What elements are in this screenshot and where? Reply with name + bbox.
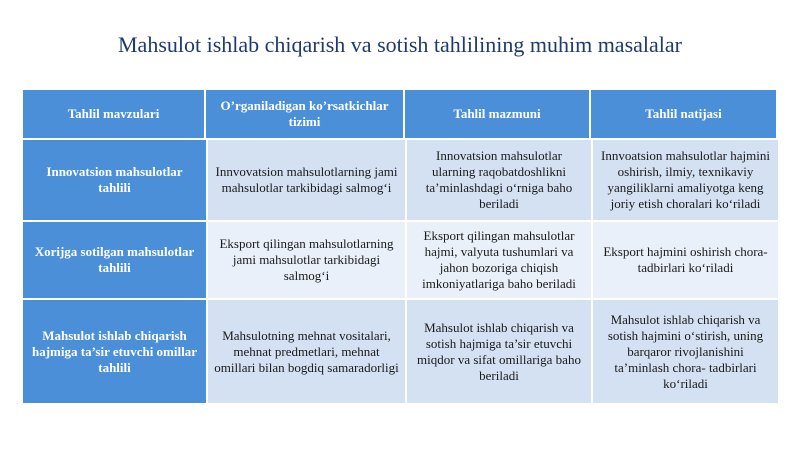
table-header-content: Tahlil mazmuni: [405, 90, 591, 138]
table-row-3-result: Mahsulot ishlab chiqarish va sotish hajmini o‘stirish, uning barqaror rivojlanishini ta’minlash chora- tadbirlari ko‘riladi: [591, 298, 778, 403]
table-row-1-topic: Innovatsion mahsulotlar tahlili: [23, 138, 206, 220]
table-header-topic: Tahlil mavzulari: [23, 90, 206, 138]
table-row-3-content: Mahsulot ishlab chiqarish va sotish hajmiga ta’sir etuvchi miqdor va sifat omillariga baho beriladi: [405, 298, 591, 403]
table-header-indicators: O’rganiladigan ko’rsatkichlar tizimi: [206, 90, 405, 138]
table-row-1-result: Innvoatsion mahsulotlar hajmini oshirish, ilmiy, texnikaviy yangiliklarni amaliyotga keng joriy etish choralari ko‘riladi: [591, 138, 778, 220]
table-row-2-topic: Xorijga sotilgan mahsulotlar tahlili: [23, 220, 206, 298]
table-header-result: Tahlil natijasi: [591, 90, 778, 138]
page-title: Mahsulot ishlab chiqarish va sotish tahlilining muhim masalalar: [118, 32, 682, 57]
table-row-1-content: Innovatsion mahsulotlar ularning raqobatdoshlikni ta’minlashdagi o‘rniga baho beriladi: [405, 138, 591, 220]
table-row-2-content: Eksport qilingan mahsulotlar hajmi, valyuta tushumlari va jahon bozoriga chiqish imkoniyatlariga baho beriladi: [405, 220, 591, 298]
table-row-3-topic: Mahsulot ishlab chiqarish hajmiga ta’sir etuvchi omillar tahlili: [23, 298, 206, 403]
table-row-3-indicators: Mahsulotning mehnat vositalari, mehnat predmetlari, mehnat omillari bilan bogdiq samaradorligi: [206, 298, 405, 403]
table-row-2-result: Eksport hajmini oshirish chora- tadbirlari ko‘riladi: [591, 220, 778, 298]
analysis-table: [23, 90, 778, 403]
table-row-2-indicators: Eksport qilingan mahsulotlarning jami mahsulotlar tarkibidagi salmog‘i: [206, 220, 405, 298]
table-row-1-indicators: Innvovatsion mahsulotlarning jami mahsulotlar tarkibidagi salmog‘i: [206, 138, 405, 220]
